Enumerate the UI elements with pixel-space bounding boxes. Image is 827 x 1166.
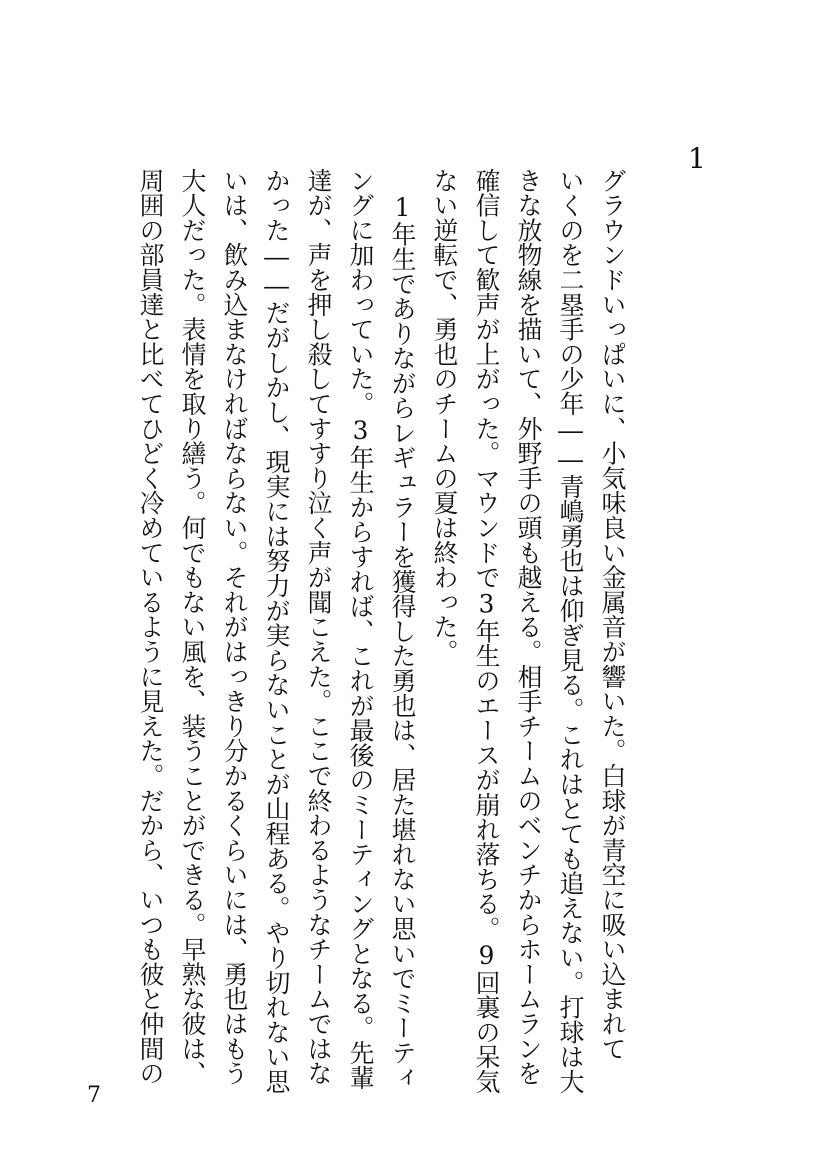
- text-line: 周囲の部員達と比べてひどく冷めているように見えた。だから、いつも彼と仲間の: [136, 168, 165, 1086]
- text-line: 大人だった。表情を取り繕う。何でもない風を、装うことができる。早熟な彼は、: [178, 168, 207, 1086]
- text-line: 確信して歓声が上がった。マウンドで3年生のエースが崩れ落ちる。9回裏の呆気: [472, 168, 501, 1094]
- body-text: [129, 168, 633, 1094]
- chapter-number: 1: [688, 142, 706, 175]
- text-line: グラウンドいっぱいに、小気味良い金属音が響いた。白球が青空に吸い込まれて: [598, 168, 627, 1061]
- text-line: いくのを二塁手の少年――青嶋勇也は仰ぎ見る。これはとても追えない。打球は大: [556, 168, 585, 1094]
- text-line: ない逆転で、勇也のチームの夏は終わった。: [430, 168, 459, 664]
- text-line: ングに加わっていた。3年生からすれば、これが最後のミーティングとなる。先輩: [346, 168, 375, 1090]
- text-line: いは、飲み込まなければならない。それがはっきり分かるくらいには、勇也はもう: [220, 168, 249, 1086]
- text-line: 1年生でありながらレギュラーを獲得した勇也は、居た堪れない思いでミーティ: [388, 168, 417, 1090]
- text-line: かった――だがしかし、現実には努力が実らないことが山程ある。やり切れない思: [262, 168, 291, 1094]
- text-line: 達が、声を押し殺してすすり泣く声が聞こえた。ここで終わるようなチームではな: [304, 168, 333, 1086]
- page-number: 7: [87, 1083, 101, 1108]
- text-line: きな放物線を描いて、外野手の頭も越える。相手チームのベンチからホームランを: [514, 168, 543, 1086]
